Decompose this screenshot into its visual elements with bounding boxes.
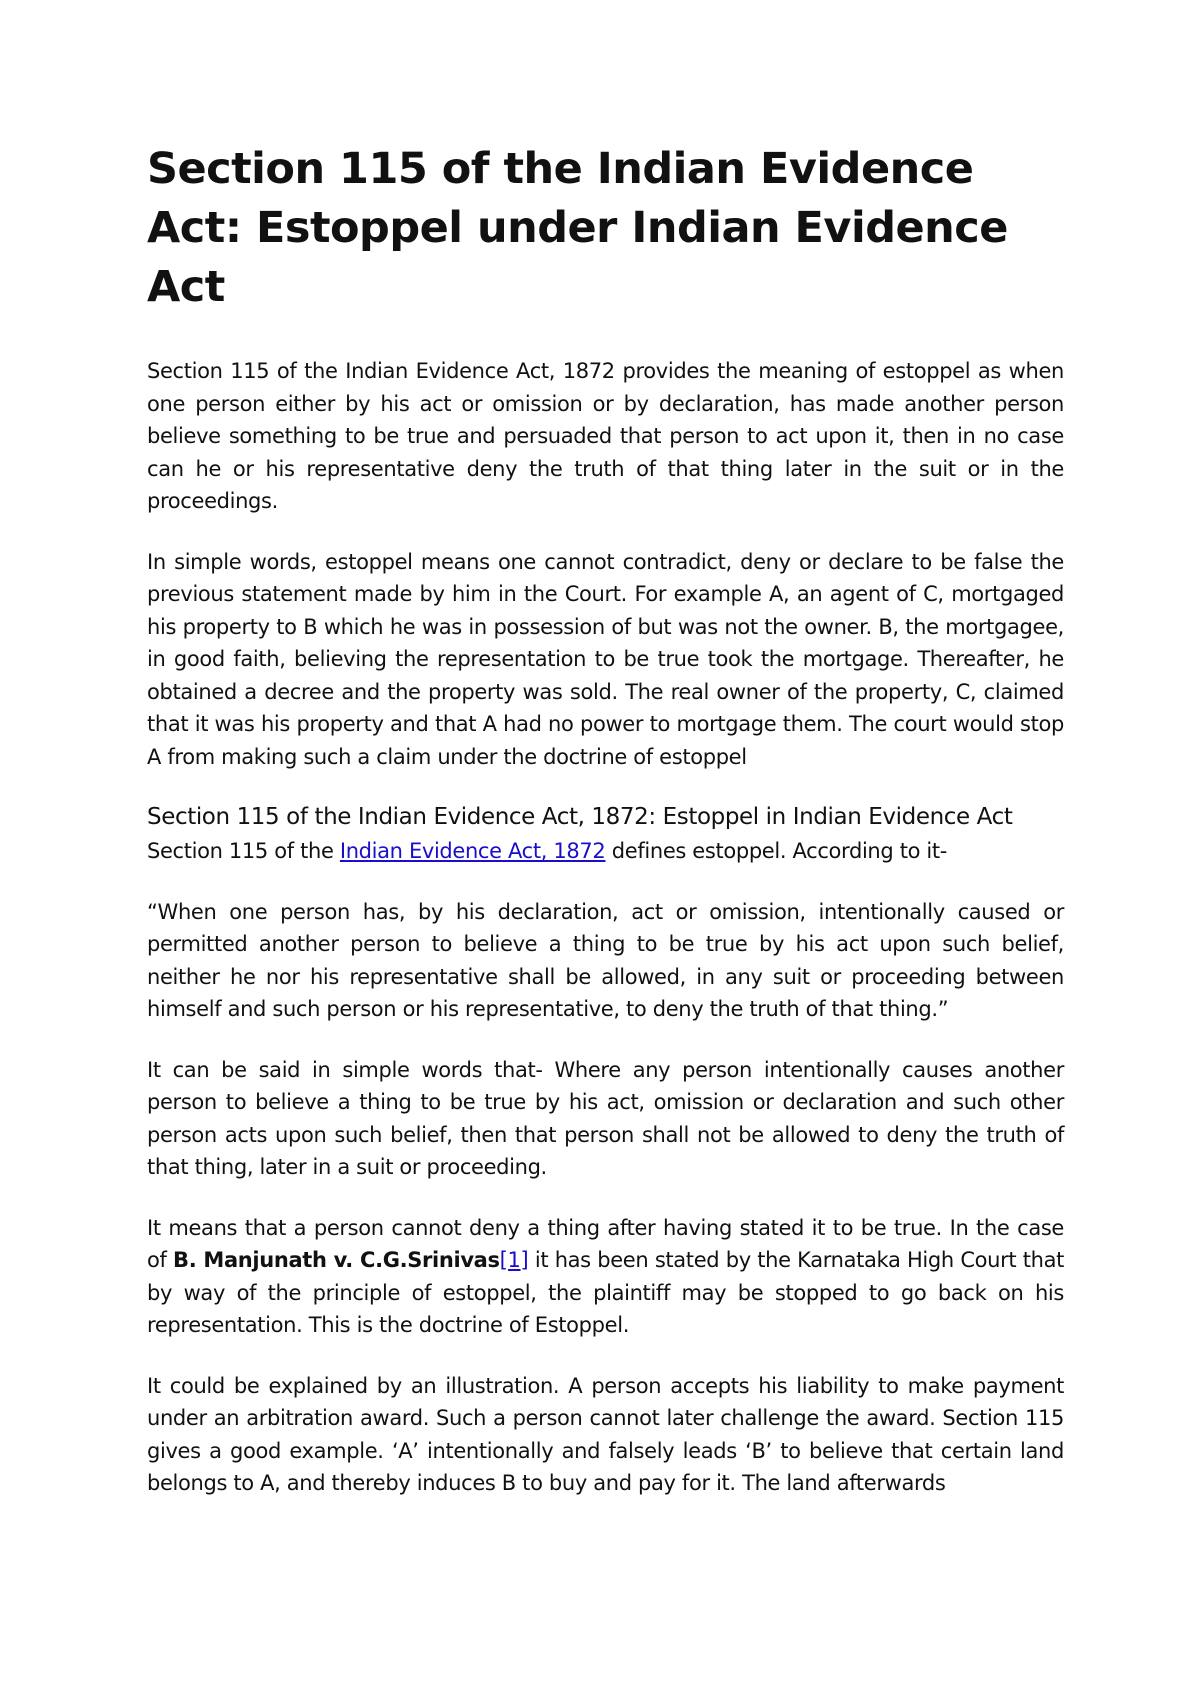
text-fragment: it has been stated by the Karnataka High Court that by way of the principle of estoppel, the plaintiff may be stopped to go back on his representation. This is the doctrine of Estoppel. bbox=[147, 1248, 1065, 1337]
statute-quote: “When one person has, by his declaration, act or omission, intentionally caused or permitted another person to believe a thing to be true by his act upon such belief, neither he nor his representative shall be allowed, in any suit or proceeding between himself and such person or his representative, to deny the truth of that thing.” bbox=[147, 899, 1064, 1021]
text-fragment: Section 115 of the bbox=[147, 839, 340, 863]
paragraph-explanation: It can be said in simple words that- Where any person intentionally causes another person to believe a thing to be true by his act, omission or declaration and such other person acts upon such belief, then that person shall not be allowed to deny the truth of that thing, later in a suit or proceeding. bbox=[147, 1057, 1064, 1179]
paragraph-illustration: It could be explained by an illustration. A person accepts his liability to make payment under an arbitration award. Such a person cannot later challenge the award. Section 115 gives a good example. ‘A’ intentionally and falsely leads ‘B’ to believe that certain land belongs to A, and thereby induces B to buy and pay for it. The land afterwards bbox=[147, 1373, 1064, 1495]
section-subheading: Section 115 of the Indian Evidence Act, 1872: Estoppel in Indian Evidence Act bbox=[147, 804, 1013, 830]
paragraph-case-law bbox=[147, 1212, 1064, 1342]
text-fragment: defines estoppel. According to it- bbox=[605, 839, 947, 863]
document-page bbox=[147, 140, 1064, 1500]
page-title: Section 115 of the Indian Evidence Act: Estoppel under Indian Evidence Act bbox=[147, 144, 1008, 312]
case-name: B. Manjunath v. C.G.Srinivas bbox=[173, 1248, 500, 1272]
text-fragment: It means that a person cannot deny a thing after having stated it to be true. In the case of bbox=[147, 1215, 1064, 1272]
evidence-act-link[interactable]: Indian Evidence Act, 1872 bbox=[339, 839, 606, 863]
paragraph-defines-estoppel bbox=[147, 835, 1064, 868]
paragraph-definition: Section 115 of the Indian Evidence Act, 1872 provides the meaning of estoppel as when one person either by his act or omission or by declaration, has made another person believe something to be true and persuaded that person to act upon it, then in no case can he or his representative deny the truth of that thing later in the suit or in the proceedings. bbox=[147, 359, 1064, 513]
footnote-link[interactable]: [1] bbox=[499, 1248, 529, 1272]
paragraph-simple-words: In simple words, estoppel means one cannot contradict, deny or declare to be false the previous statement made by him in the Court. For example A, an agent of C, mortgaged his property to B which he was in possession of but was not the owner. B, the mortgagee, in good faith, believing the representation to be true took the mortgage. Thereafter, he obtained a decree and the property was sold. The real owner of the property, C, claimed that it was his property and that A had no power to mortgage them. The court would stop A from making such a claim under the doctrine of estoppel bbox=[147, 549, 1064, 769]
